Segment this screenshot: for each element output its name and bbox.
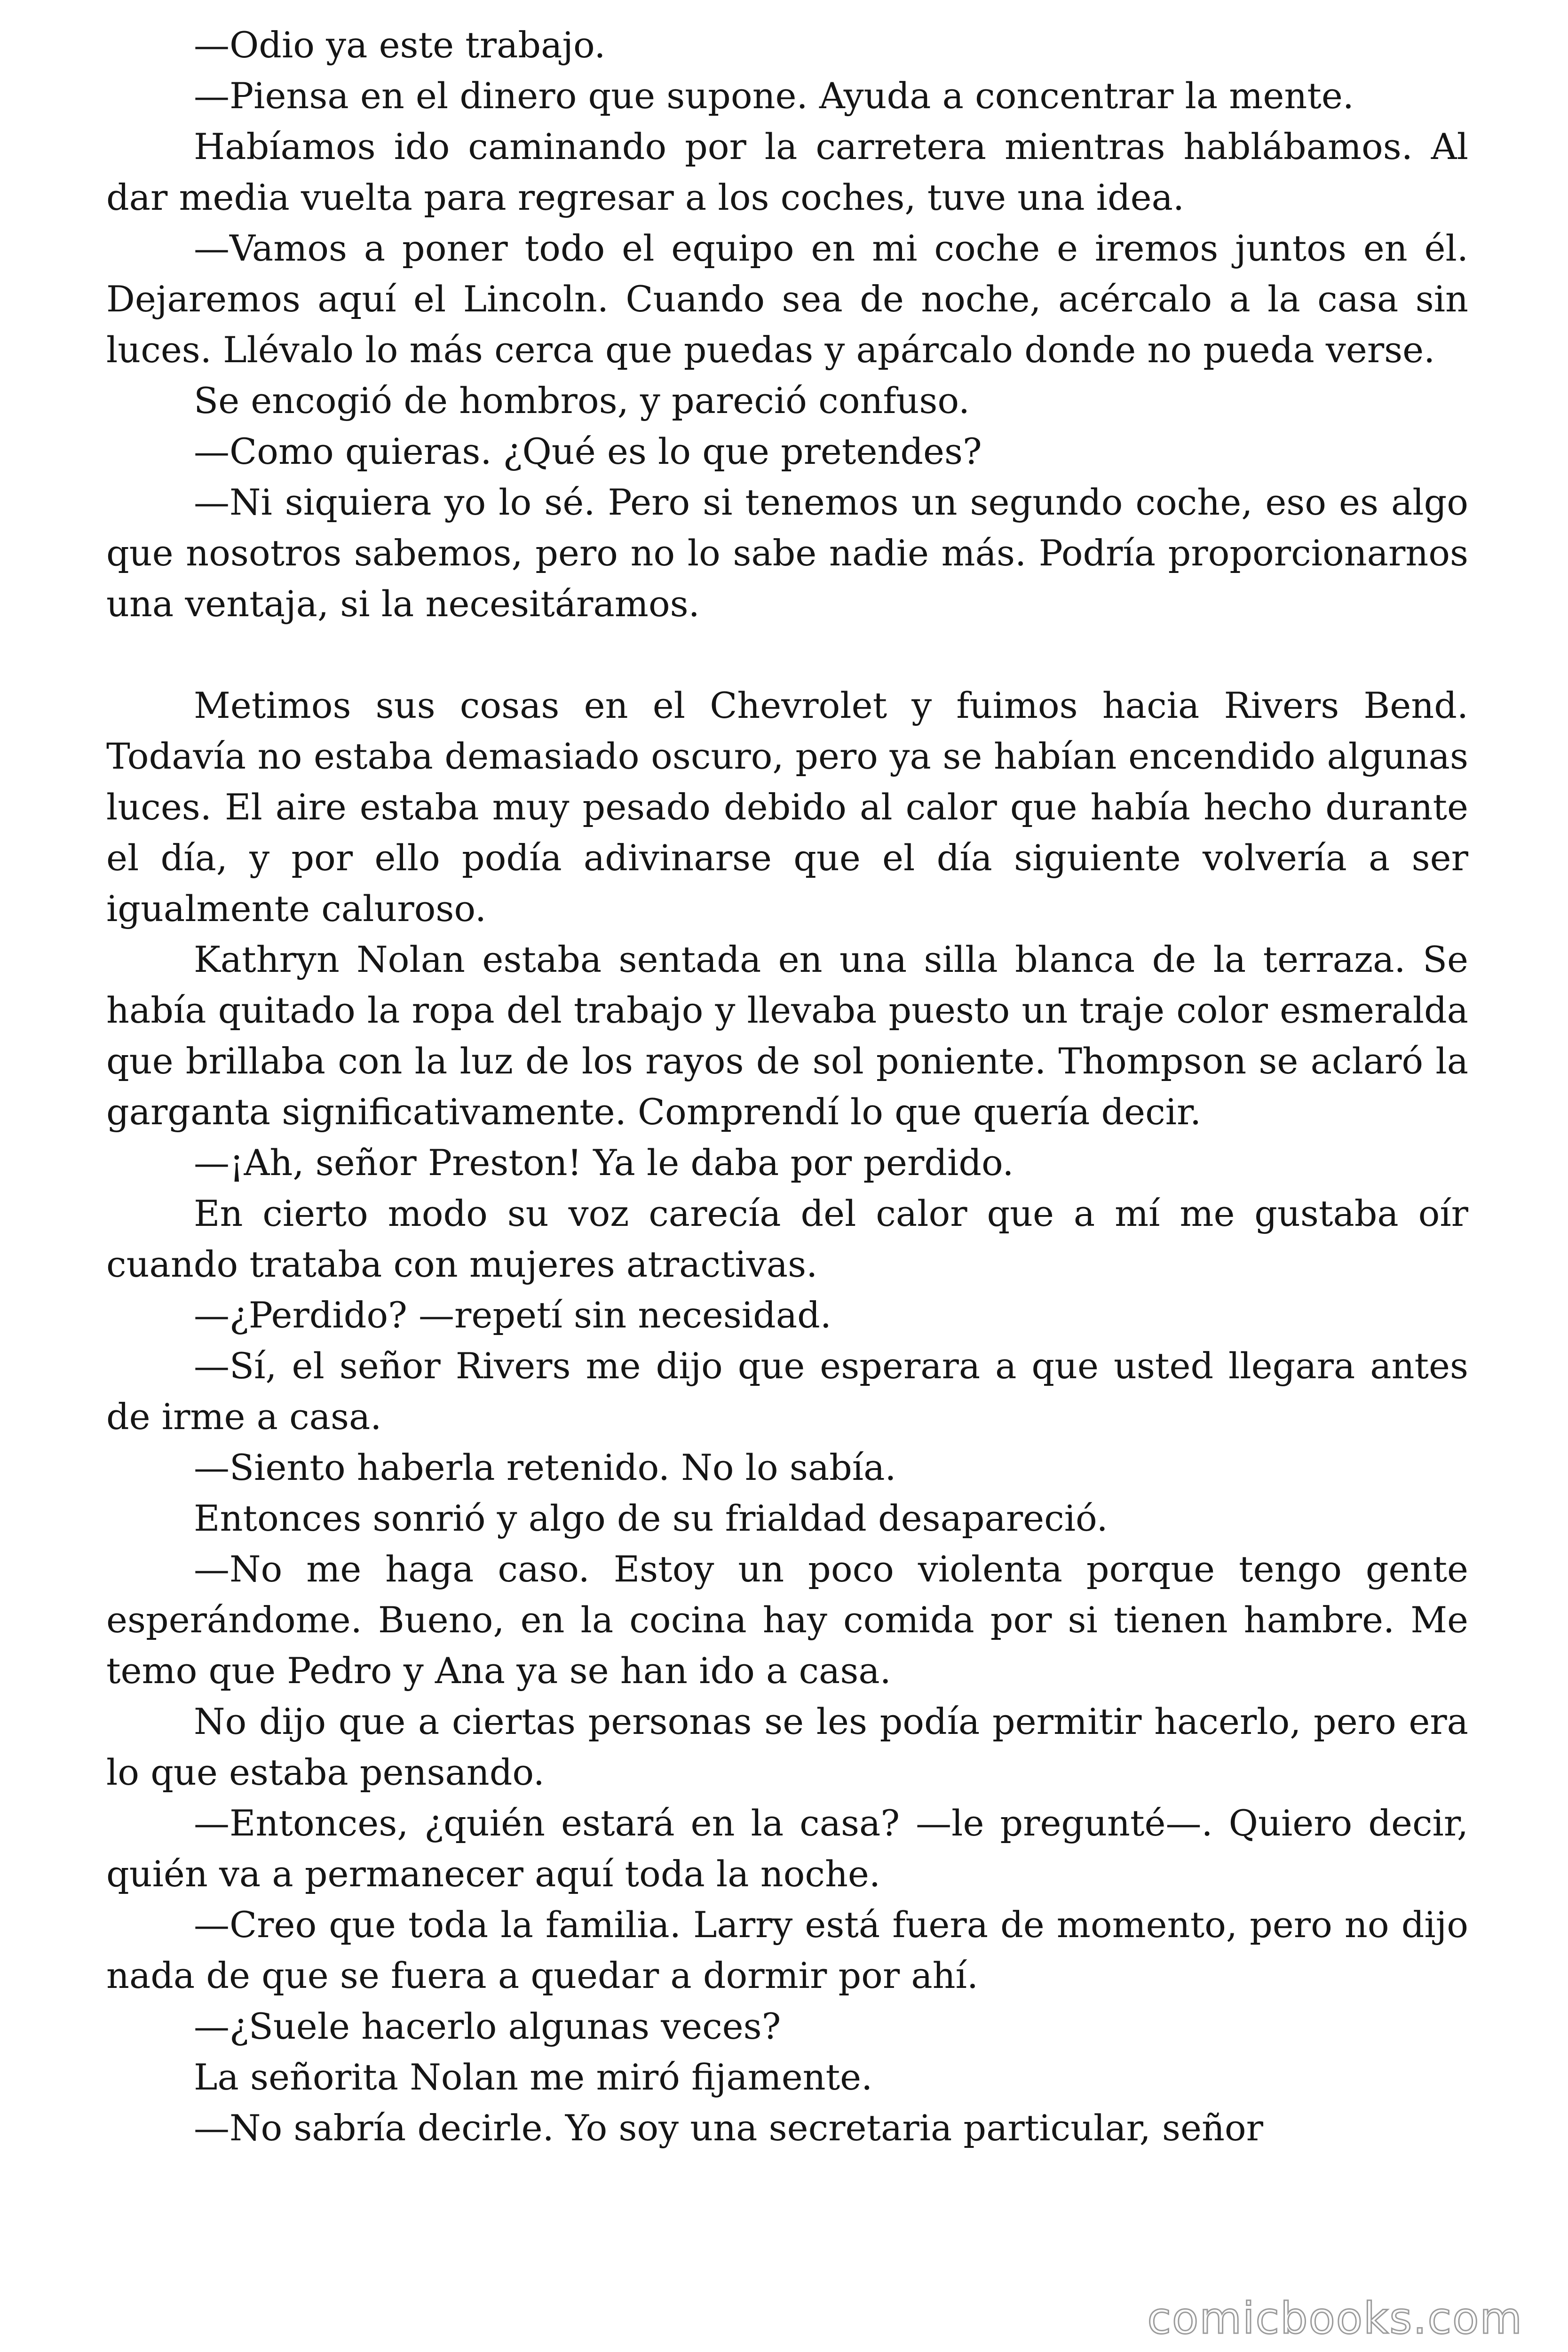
section-break (106, 629, 1468, 680)
watermark-logo: comicbooks.com (1147, 2293, 1523, 2344)
paragraph: —Sí, el señor Rivers me dijo que esperara a que usted llegara antes de irme a casa. (106, 1345, 1468, 1438)
book-page (106, 20, 1468, 2334)
paragraph: La señorita Nolan me miró fijamente. (194, 2056, 873, 2098)
paragraph: —Odio ya este trabajo. (194, 24, 606, 66)
paragraph: —¿Perdido? —repetí sin necesidad. (194, 1294, 832, 1336)
paragraph: Habíamos ido caminando por la carretera mientras hablábamos. Al dar media vuelta para regresar a los coches, tuve una idea. (106, 126, 1468, 218)
paragraph: No dijo que a ciertas personas se les podía permitir hacerlo, pero era lo que estaba pensando. (106, 1700, 1468, 1793)
paragraph: Kathryn Nolan estaba sentada en una silla blanca de la terraza. Se había quitado la ropa del trabajo y llevaba puesto un traje color esmeralda que brillaba con la luz de los rayos de sol poniente. Thompson se aclaró la garganta significativamente. Comprendí lo que quería decir. (106, 938, 1468, 1133)
paragraph: En cierto modo su voz carecía del calor que a mí me gustaba oír cuando trataba con mujeres atractivas. (106, 1192, 1468, 1285)
paragraph: —Creo que toda la familia. Larry está fuera de momento, pero no dijo nada de que se fuera a quedar a dormir por ahí. (106, 1904, 1468, 1996)
paragraph: Entonces sonrió y algo de su frialdad desapareció. (194, 1497, 1108, 1539)
paragraph: —Entonces, ¿quién estará en la casa? —le pregunté—. Quiero decir, quién va a permanecer aquí toda la noche. (106, 1802, 1468, 1895)
paragraph: —No me haga caso. Estoy un poco violenta porque tengo gente esperándome. Bueno, en la cocina hay comida por si tienen hambre. Me temo que Pedro y Ana ya se han ido a casa. (106, 1548, 1468, 1692)
paragraph: —Siento haberla retenido. No lo sabía. (194, 1446, 896, 1488)
paragraph: Se encogió de hombros, y pareció confuso. (194, 380, 970, 421)
paragraph: —Vamos a poner todo el equipo en mi coche e iremos juntos en él. Dejaremos aquí el Lincoln. Cuando sea de noche, acércalo a la casa sin luces. Llévalo lo más cerca que puedas y apárcalo donde no pueda verse. (106, 227, 1468, 371)
paragraph: —¿Suele hacerlo algunas veces? (194, 2005, 781, 2047)
paragraph: —¡Ah, señor Preston! Ya le daba por perdido. (194, 1142, 1014, 1184)
paragraph: —No sabría decirle. Yo soy una secretaria particular, señor (194, 2107, 1263, 2149)
paragraph: Metimos sus cosas en el Chevrolet y fuimos hacia Rivers Bend. Todavía no estaba demasiado oscuro, pero ya se habían encendido algunas luces. El aire estaba muy pesado debido al calor que había hecho durante el día, y por ello podía adivinarse que el día siguiente volvería a ser igualmente caluroso. (106, 684, 1468, 930)
paragraph: —Ni siquiera yo lo sé. Pero si tenemos un segundo coche, eso es algo que nosotros sabemos, pero no lo sabe nadie más. Podría proporcionarnos una ventaja, si la necesitáramos. (106, 481, 1468, 625)
paragraph: —Piensa en el dinero que supone. Ayuda a concentrar la mente. (194, 75, 1354, 117)
paragraph: —Como quieras. ¿Qué es lo que pretendes? (194, 430, 982, 472)
